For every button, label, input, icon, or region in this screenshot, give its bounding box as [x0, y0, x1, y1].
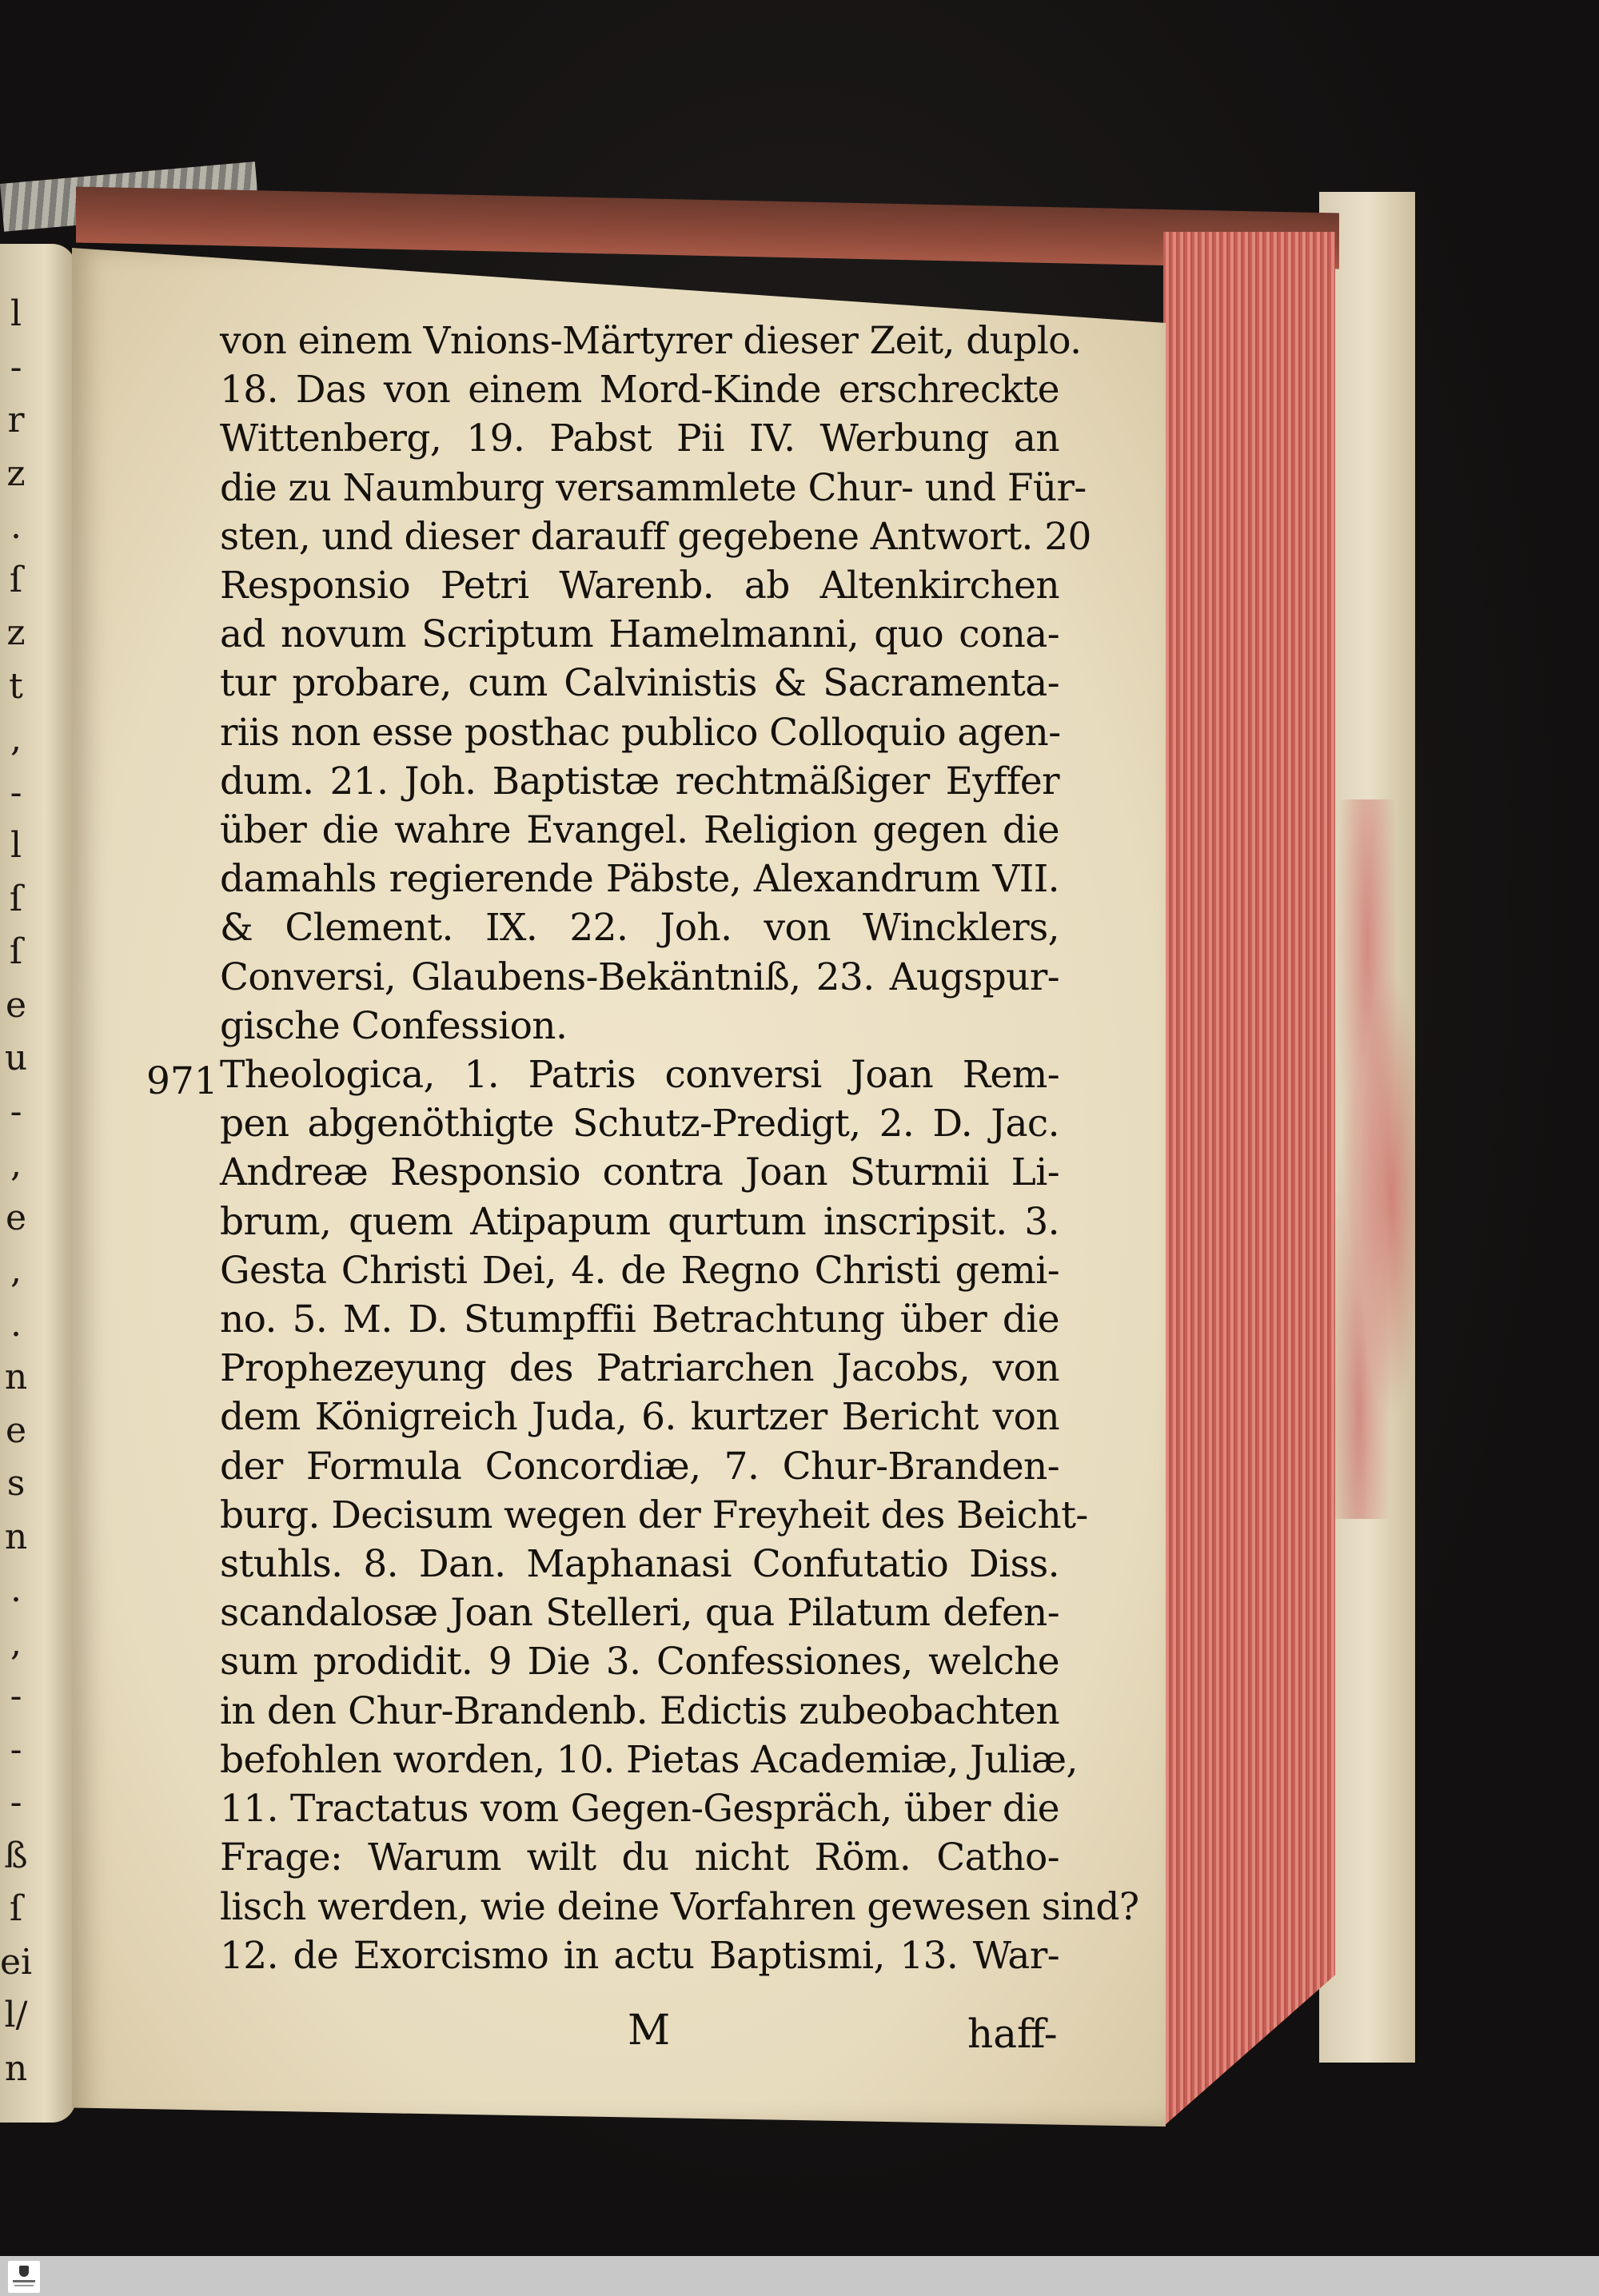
catchword: haff- — [967, 2011, 1058, 2057]
text-line: stuhls. 8. Dan. Maphanasi Confutatio Diss. — [220, 1542, 1059, 1587]
page-text-block — [220, 317, 1139, 1980]
text-line: über die wahre Evangel. Religion gegen die — [220, 808, 1059, 853]
text-line: dum. 21. Joh. Baptistæ rechtmäßiger Eyffer — [220, 759, 1059, 803]
text-line: 12. de Exorcismo in actu Baptismi, 13. War- — [220, 1933, 1059, 1978]
left-page-text-fragments: l - r z . ſ z t , - l ſ ſ e u - , e , . n e s n . , - - - ß ſ ei l/ n — [0, 293, 33, 2089]
text-line: no. 5. M. D. Stumpffii Betrachtung über die — [220, 1297, 1059, 1342]
text-line: Prophezeyung des Patriarchen Jacobs, von — [220, 1346, 1059, 1391]
text-line: & Clement. IX. 22. Joh. von Wincklers, — [220, 906, 1059, 951]
text-line: gische Confession. — [220, 1003, 568, 1048]
text-line: tur probare, cum Calvinistis & Sacramenta- — [220, 661, 1059, 706]
library-logo-icon — [8, 2261, 40, 2293]
text-line: Theologica, 1. Patris conversi Joan Rem- — [220, 1053, 1059, 1098]
text-line: dem Königreich Juda, 6. kurtzer Bericht von — [220, 1395, 1059, 1440]
text-line: Gesta Christi Dei, 4. de Regno Christi gemi- — [220, 1248, 1059, 1293]
text-line: Andreæ Responsio contra Joan Sturmii Li- — [220, 1150, 1059, 1195]
text-line: Responsio Petri Warenb. ab Altenkirchen — [220, 564, 1059, 608]
text-line: die zu Naumburg versammlete Chur- und Für- — [220, 465, 1087, 510]
text-line: scandalosæ Joan Stelleri, qua Pilatum defen- — [220, 1591, 1059, 1636]
text-line: befohlen worden, 10. Pietas Academiæ, Juliæ, — [220, 1737, 1078, 1782]
text-line: riis non esse posthac publico Colloquio agen- — [220, 710, 1061, 755]
text-line: in den Chur-Brandenb. Edictis zubeobachten — [220, 1688, 1059, 1733]
text-line: Wittenberg, 19. Pabst Pii IV. Werbung an — [220, 417, 1059, 461]
text-line: damahls regierende Päbste, Alexandrum VII. — [220, 857, 1059, 902]
text-line: der Formula Concordiæ, 7. Chur-Branden- — [220, 1444, 1059, 1489]
text-line: Frage: Warum wilt du nicht Röm. Catho- — [220, 1836, 1059, 1880]
text-line: 11. Tractatus vom Gegen-Gespräch, über die — [220, 1787, 1059, 1832]
text-line: sten, und dieser darauff gegebene Antwort. 20 — [220, 514, 1091, 559]
text-line: lisch werden, wie deine Vorfahren gewesen sind? — [220, 1884, 1139, 1929]
text-line: von einem Vnions-Märtyrer dieser Zeit, duplo. — [220, 319, 1082, 363]
margin-entry-number: 971 — [146, 1059, 218, 1103]
red-page-edges — [1163, 232, 1335, 2127]
marbled-endpaper — [1335, 799, 1415, 1519]
text-line: ad novum Scriptum Hamelmanni, quo cona- — [220, 612, 1059, 657]
footer-bar — [0, 2256, 1599, 2296]
text-line: sum prodidit. 9 Die 3. Confessiones, welche — [220, 1640, 1059, 1684]
text-line: pen abgenöthigte Schutz-Predigt, 2. D. Jac. — [220, 1102, 1059, 1146]
signature-mark: M — [628, 2007, 671, 2055]
text-line: brum, quem Atipapum qurtum inscripsit. 3. — [220, 1199, 1059, 1244]
text-line: Conversi, Glaubens-Bekäntniß, 23. Augspur- — [220, 955, 1059, 999]
text-line: 18. Das von einem Mord-Kinde erschreckte — [220, 368, 1059, 413]
text-line: burg. Decisum wegen der Freyheit des Beicht- — [220, 1493, 1088, 1537]
